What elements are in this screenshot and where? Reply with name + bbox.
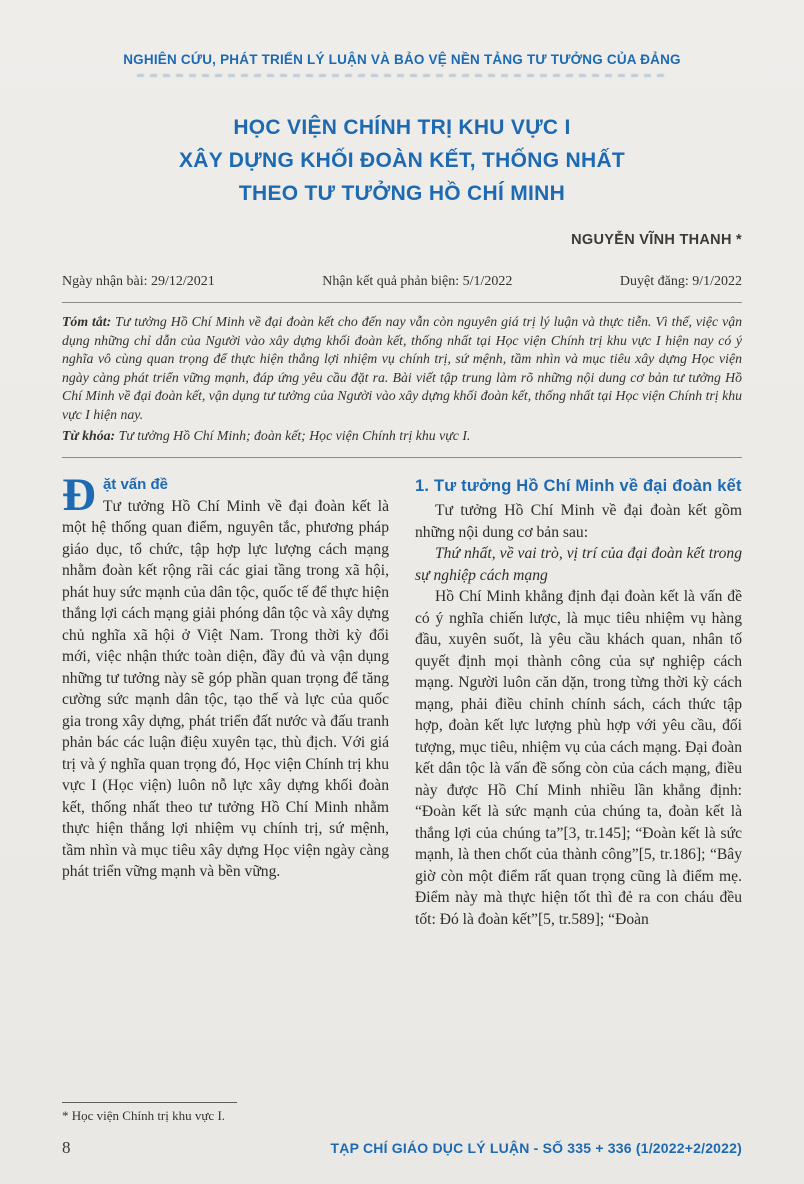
keywords-label: Từ khóa: (62, 428, 116, 443)
left-column-spacer (62, 883, 389, 1093)
two-column-body (62, 469, 742, 1124)
date-review: Nhận kết quả phản biện: 5/1/2022 (322, 274, 513, 289)
article-title-line1: HỌC VIỆN CHÍNH TRỊ KHU VỰC I (233, 116, 571, 139)
page-number: 8 (62, 1138, 71, 1157)
section-heading-1: 1. Tư tưởng Hồ Chí Minh về đại đoàn kết (415, 477, 742, 495)
journal-footer-line: TẠP CHÍ GIÁO DỤC LÝ LUẬN - SỐ 335 + 336 (1/2022+2/2022) (330, 1140, 742, 1156)
section1-paragraph-1: Tư tưởng Hồ Chí Minh về đại đoàn kết gồm những nội dung cơ bản sau: (415, 502, 742, 541)
keywords (62, 426, 742, 445)
article-title (62, 111, 742, 210)
article-title-line2: XÂY DỰNG KHỐI ĐOÀN KẾT, THỐNG NHẤT (178, 149, 626, 172)
left-column (62, 469, 389, 1124)
section1-paragraph-3: Hồ Chí Minh khẳng định đại đoàn kết là vấn đề có ý nghĩa chiến lược, là mục tiêu nhiệm vụ hàng đầu, xuyên suốt, là yêu cầu khách quan, nhân tố quyết định mọi thành công của sự nghiệp cách mạng. Người luôn căn dặn, trong từng thời kỳ cách mạng, phải điều chỉnh chính sách, cách thức tập hợp, đoàn kết lực lượng phù hợp với yêu cầu, đối tượng, mục tiêu, nhiệm vụ của cách mạng. Đại đoàn kết dân tộc là vấn đề sống còn của cách mạng, điều này được Hồ Chí Minh nhiều lần khẳng định: “Đoàn kết là sức mạnh của chúng ta, đoàn kết là thắng lợi của chúng ta”[3, tr.145]; “Đoàn kết là sức mạnh, là then chốt của thành công”[5, tr.186]; “Bây giờ còn một điểm rất quan trọng cũng là điểm mẹ. Điểm này mà thực hiện tốt thì đẻ ra con cháu đều tốt: Đó là đoàn kết”[5, tr.589]; “Đoàn (415, 588, 742, 928)
article-title-line3: THEO TƯ TƯỞNG HỒ CHÍ MINH (238, 182, 566, 205)
date-received: Ngày nhận bài: 29/12/2021 (62, 274, 215, 289)
keywords-text: Tư tưởng Hồ Chí Minh; đoàn kết; Học viện Chính trị khu vực I. (118, 428, 471, 443)
abstract-text: Tư tưởng Hồ Chí Minh về đại đoàn kết cho đến nay vẫn còn nguyên giá trị lý luận và thực tiễn. Vì thế, việc vận dụng những chỉ dẫn của Người vào xây dựng khối đoàn kết, thống nhất tại Học viện Chính trị khu vực I hiện nay có ý nghĩa vô cùng quan trọng để thực hiện thắng lợi nhiệm vụ chính trị, sứ mệnh, tầm nhìn và mục tiêu xây dựng Học viện ngày càng phát triển vững mạnh, đáp ứng yêu cầu đặt ra. Bài viết tập trung làm rõ những nội dung cơ bản tư tưởng Hồ Chí Minh về đại đoàn kết, vận dụng tư tưởng của Người vào xây dựng khối đoàn kết, thống nhất tại Học viện Chính trị khu vực I hiện nay. (62, 314, 743, 422)
divider-abstract (62, 457, 742, 458)
date-approved: Duyệt đăng: 9/1/2022 (619, 274, 742, 289)
section1-paragraph-2: Thứ nhất, về vai trò, vị trí của đại đoàn kết trong sự nghiệp cách mạng (415, 545, 742, 584)
footnote-divider (62, 1102, 237, 1103)
footnote: * Học viện Chính trị khu vực I. (62, 1108, 226, 1123)
right-column (415, 474, 742, 1124)
banner-divider (137, 74, 667, 77)
dropcap-letter: Đ (62, 469, 96, 521)
page-footer (62, 1138, 742, 1158)
abstract (62, 313, 742, 424)
intro-paragraph (62, 469, 389, 883)
divider-top (62, 302, 742, 303)
abstract-label: Tóm tắt: (62, 314, 112, 329)
dates-row (62, 274, 742, 290)
section-heading-dat-van-de: ặt vấn đề (102, 476, 168, 493)
author-name: NGUYỄN VĨNH THANH * (571, 232, 742, 248)
journal-section-banner: NGHIÊN CỨU, PHÁT TRIỂN LÝ LUẬN VÀ BẢO VỆ NỀN TẢNG TƯ TƯỞNG CỦA ĐẢNG (123, 52, 681, 67)
intro-paragraph-text: Tư tưởng Hồ Chí Minh về đại đoàn kết là một hệ thống quan điểm, nguyên tắc, phương pháp giáo dục, tổ chức, tập hợp lực lượng cách mạng nhằm đoàn kết rộng rãi các giai tầng trong xã hội, phát huy sức mạnh của dân tộc, quốc tế để thực hiện thắng lợi cách mạng giải phóng dân tộc và xây dựng chủ nghĩa xã hội ở Việt Nam. Trong thời kỳ đổi mới, việc nhận thức toàn diện, đầy đủ và vận dụng những tư tưởng này sẽ góp phần quan trọng để tăng cường sức mạnh dân tộc, tạo thế và lực của quốc gia trong xây dựng, phát triển đất nước và đấu tranh phản bác các luận điệu xuyên tạc, thù địch. Với giá trị và ý nghĩa quan trọng đó, Học viện Chính trị khu vực I (Học viện) luôn nỗ lực xây dựng khối đoàn kết, thống nhất theo tư tưởng Hồ Chí Minh nhằm thực hiện thắng lợi nhiệm vụ chính trị, sứ mệnh, tầm nhìn và mục tiêu xây dựng Học viện ngày càng phát triển vững mạnh và bền vững. (62, 497, 389, 880)
